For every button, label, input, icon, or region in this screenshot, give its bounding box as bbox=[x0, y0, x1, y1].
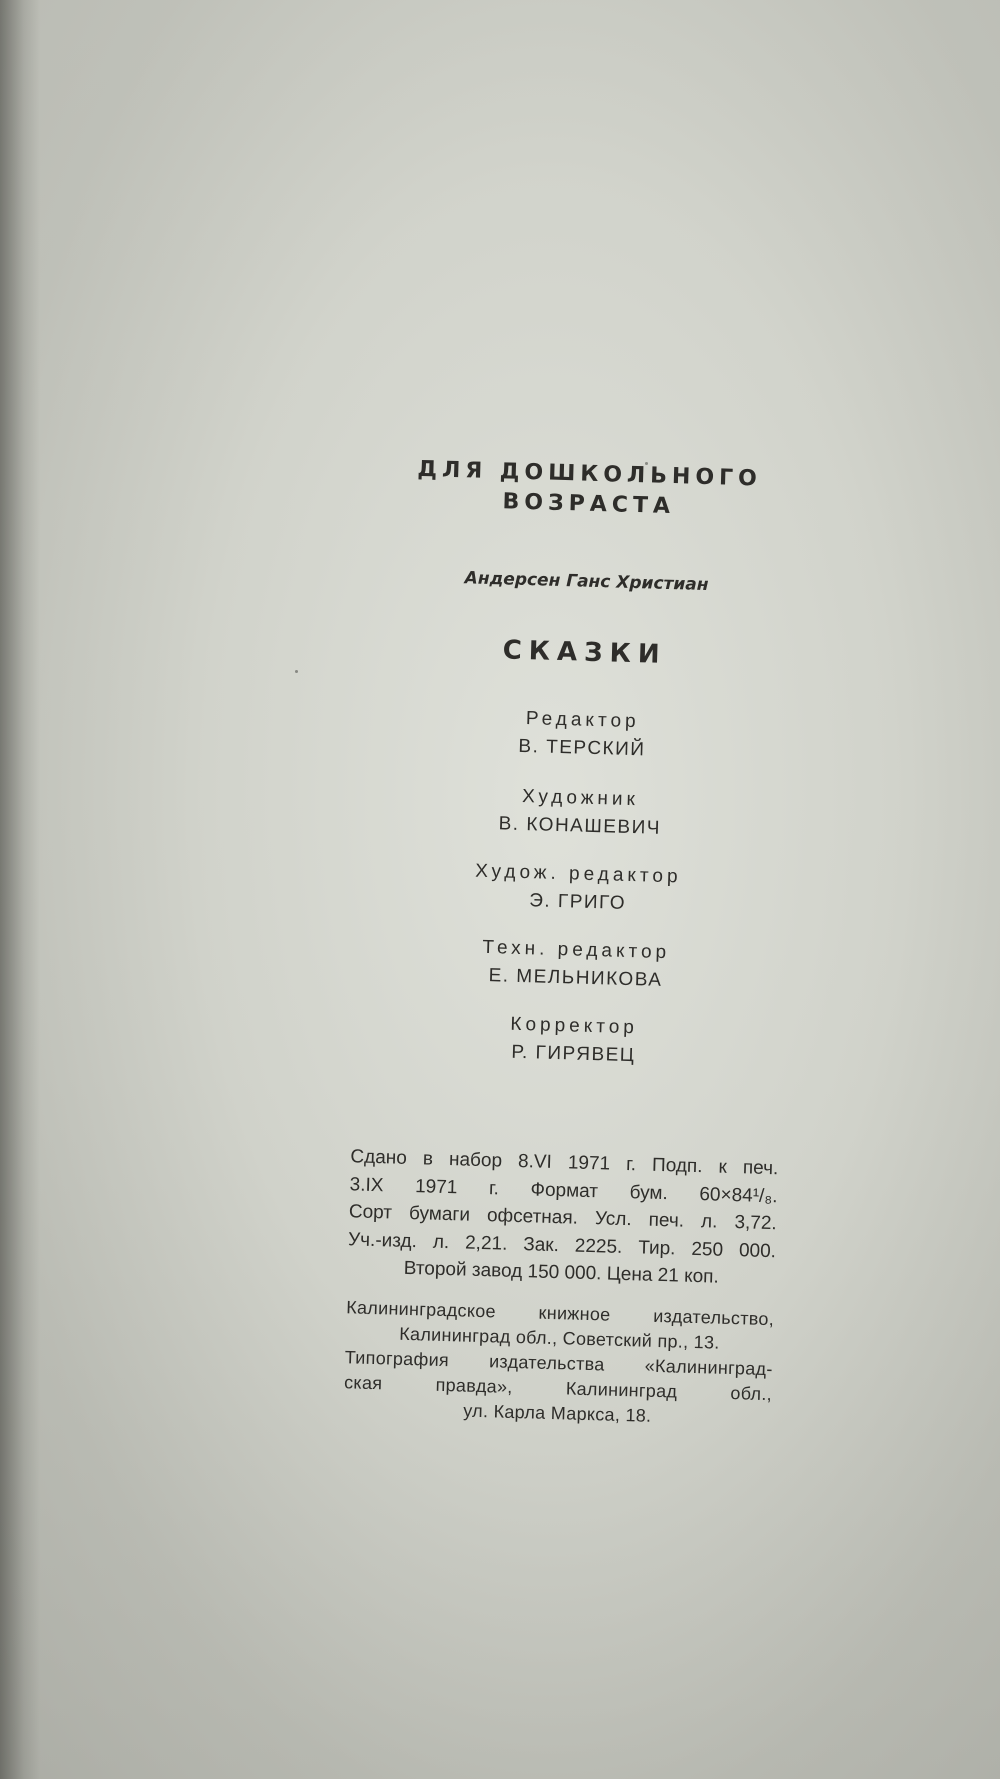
publisher-line: Калининград обл., Советский пр., 13. bbox=[399, 1323, 720, 1353]
age-category bbox=[388, 454, 790, 525]
print-details-line: Уч.-изд. л. 2,21. Зак. 2225. Тир. 250 000. bbox=[347, 1228, 777, 1262]
publisher-line: ул. Карла Маркса, 18. bbox=[463, 1400, 652, 1426]
print-details-line: Сорт бумаги офсетная. Усл. печ. л. 3,72. bbox=[348, 1201, 778, 1235]
publisher-details bbox=[343, 1295, 774, 1432]
age-category-line-1: ДЛЯ ДОШКОЛЬНОГО bbox=[417, 456, 763, 492]
paper-speck bbox=[295, 670, 298, 673]
credit-role-tech-editor: Техн. редактор bbox=[482, 936, 671, 964]
author-name: Андерсен Ганс Христиан bbox=[464, 568, 709, 596]
publisher-line: ская правда», Калининград обл., bbox=[343, 1371, 773, 1404]
colophon bbox=[263, 1141, 870, 1434]
age-category-line-2: ВОЗРАСТА bbox=[502, 489, 676, 520]
credit-role-proofreader: Корректор bbox=[510, 1013, 639, 1039]
credit-name-editor: В. ТЕРСКИЙ bbox=[518, 735, 646, 761]
credit-name-artist: В. КОНАШЕВИЧ bbox=[498, 813, 662, 839]
credit-name-proofreader: Р. ГИРЯВЕЦ bbox=[511, 1041, 636, 1067]
credit-name-tech-editor: Е. МЕЛЬНИКОВА bbox=[488, 965, 663, 991]
print-details-line: Второй завод 150 000. Цена 21 коп. bbox=[403, 1257, 720, 1288]
print-details bbox=[347, 1143, 779, 1292]
credit-role-artist: Художник bbox=[521, 785, 640, 811]
publisher-line: Калининградское книжное издательство, bbox=[345, 1296, 775, 1329]
credit-name-art-editor: Э. ГРИГО bbox=[528, 890, 627, 914]
print-details-line: Сдано в набор 8.VI 1971 г. Подп. к печ. bbox=[350, 1146, 779, 1180]
imprint-block bbox=[343, 454, 810, 1426]
credit-role-editor: Редактор bbox=[525, 708, 640, 733]
print-details-line: 3.IX 1971 г. Формат бум. 60×84¹/₈. bbox=[349, 1173, 778, 1207]
book-title: СКАЗКИ bbox=[502, 635, 667, 670]
publisher-line: Типография издательства «Калининград- bbox=[344, 1346, 773, 1379]
page-edge-shadow bbox=[0, 0, 40, 1779]
credit-role-art-editor: Худож. редактор bbox=[474, 860, 682, 888]
